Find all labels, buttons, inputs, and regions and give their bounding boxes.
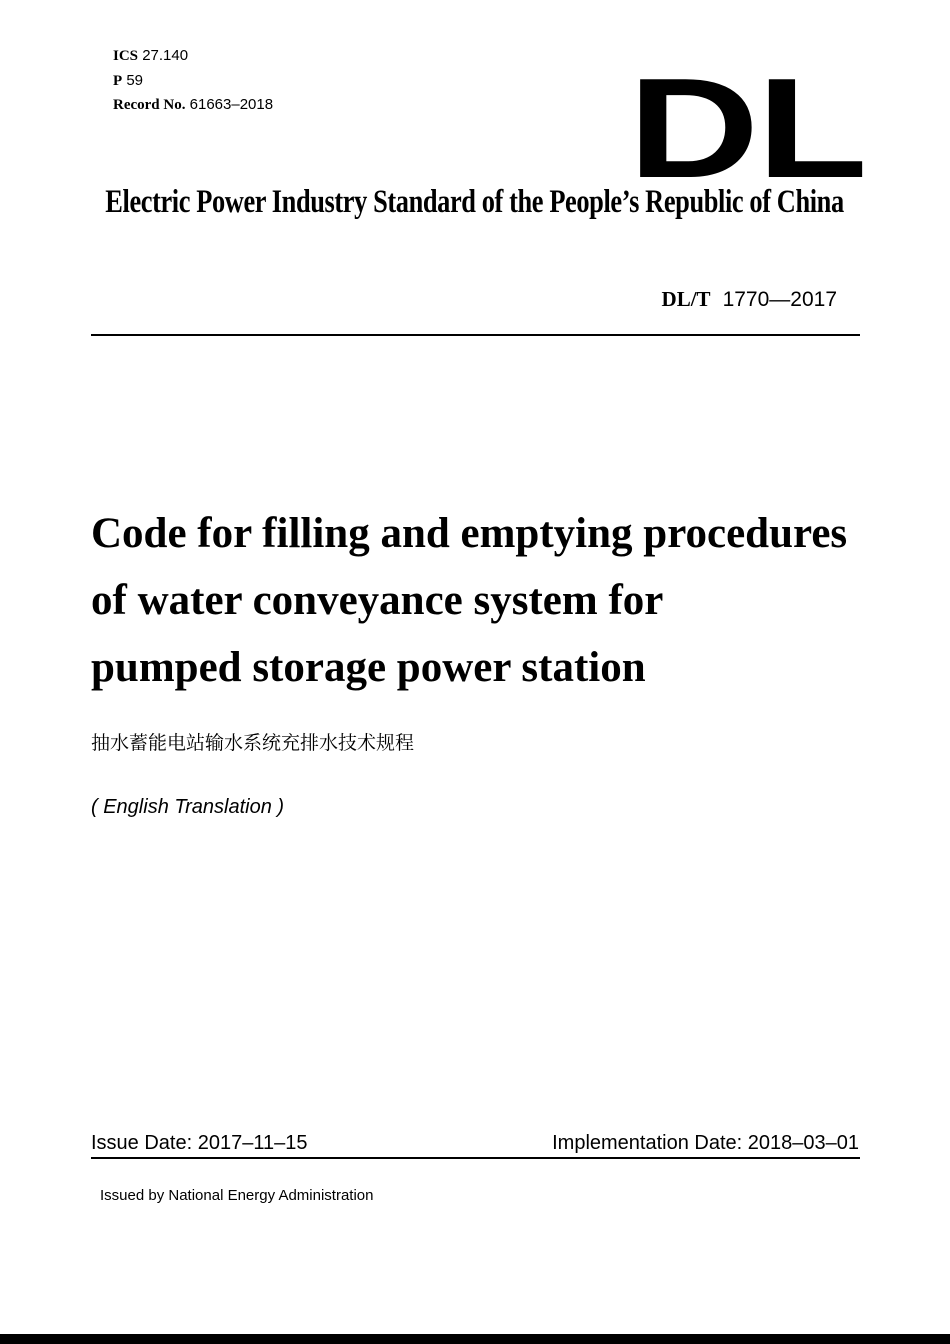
translation-note: ( English Translation ) xyxy=(91,796,285,818)
top-divider xyxy=(91,334,860,336)
record-label: Record No. xyxy=(113,97,186,113)
title-line-1: Code for filling and emptying procedures xyxy=(91,510,848,557)
implementation-date: Implementation Date: 2018–03–01 xyxy=(552,1132,859,1154)
record-number xyxy=(113,93,273,118)
p-code xyxy=(113,69,273,94)
title-line-2: of water conveyance system for xyxy=(91,577,664,624)
ics-code xyxy=(113,44,273,69)
dl-logo: DL xyxy=(628,49,866,208)
issuing-organization xyxy=(0,184,950,221)
standard-number xyxy=(662,287,837,312)
standard-code: 1770—2017 xyxy=(722,288,837,311)
organization-text: Electric Power Industry Standard of the People’s Republic of China xyxy=(105,184,845,220)
chinese-title: 抽水蓄能电站输水系统充排水技术规程 xyxy=(91,732,415,754)
ics-label: ICS xyxy=(113,48,139,64)
record-value: 61663–2018 xyxy=(189,96,274,113)
issuer-statement: Issued by National Energy Administration xyxy=(100,1187,374,1204)
page-bottom-edge xyxy=(0,1334,950,1344)
classification-block xyxy=(113,44,273,118)
ics-value: 27.140 xyxy=(142,47,189,64)
p-label: P xyxy=(113,72,123,89)
standard-prefix: DL/T xyxy=(661,287,711,311)
p-value: 59 xyxy=(126,71,144,89)
issue-date: Issue Date: 2017–11–15 xyxy=(91,1132,308,1154)
bottom-divider xyxy=(91,1157,860,1159)
title-line-3: pumped storage power station xyxy=(91,644,646,691)
document-title xyxy=(91,500,891,701)
